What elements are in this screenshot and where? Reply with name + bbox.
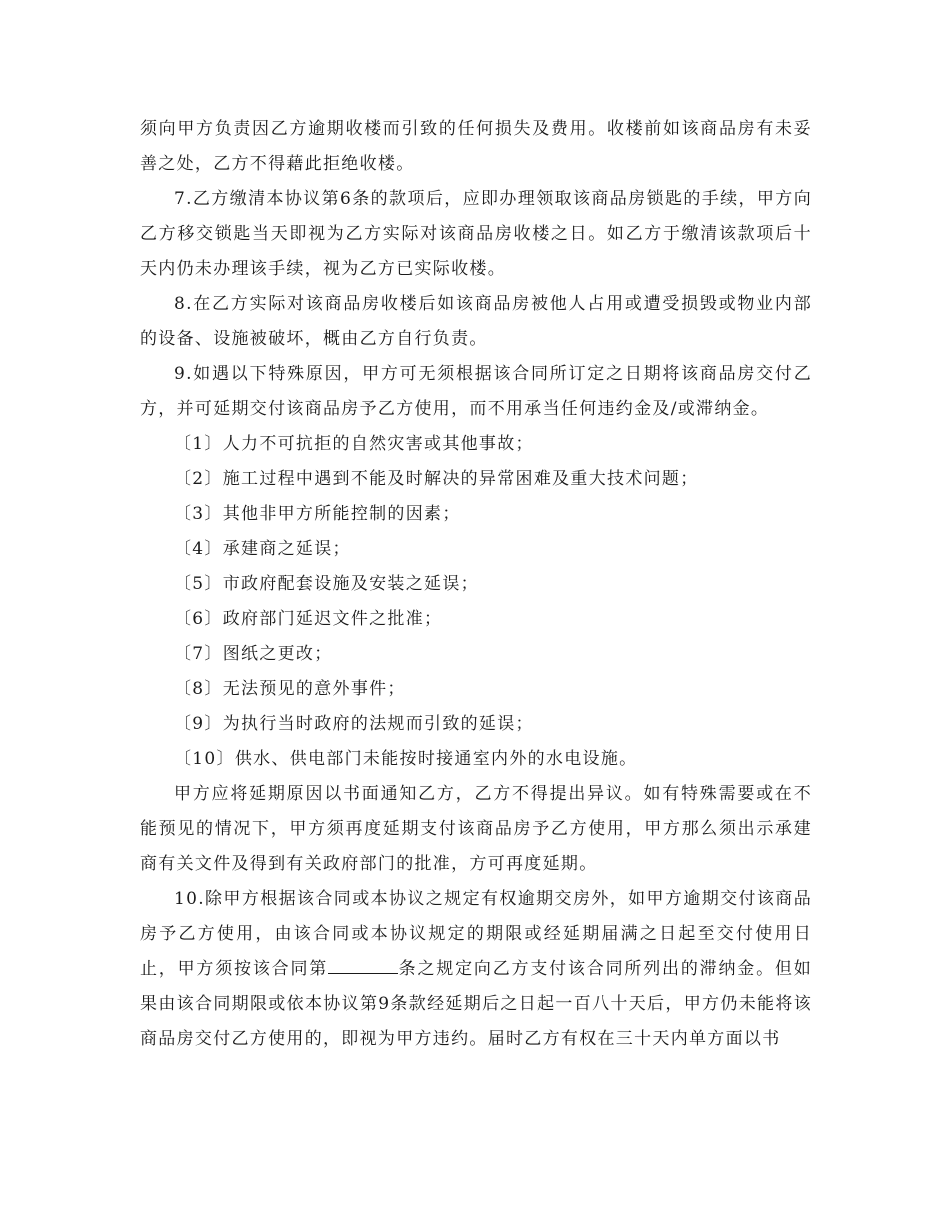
paragraph-10 xyxy=(140,882,812,1057)
list-item-10: 〔10〕供水、供电部门未能按时接通室内外的水电设施。 xyxy=(174,749,638,769)
list-item-8: 〔8〕无法预见的意外事件； xyxy=(174,679,406,699)
paragraph-8: 8.在乙方实际对该商品房收楼后如该商品房被他人占用或遭受损毁或物业内部的设备、设施被破坏，概由乙方自行负责。 xyxy=(140,294,812,349)
list-item-2: 〔2〕施工过程中遇到不能及时解决的异常困难及重大技术问题； xyxy=(174,469,699,489)
paragraph-10-part2: 条之规定向乙方支付该合同所列出的滞纳金。但如果由该合同期限或依本协议第9条款经延期后之日起一百八十天后，甲方仍未能将该商品房交付乙方使用的，即视为甲方违约。届时乙方有权在三十天内单方面以书 xyxy=(140,959,812,1049)
fill-in-blank xyxy=(328,959,398,974)
paragraph-7: 7.乙方缴清本协议第6条的款项后，应即办理领取该商品房锁匙的手续，甲方向乙方移交锁匙当天即视为乙方实际对该商品房收楼之日。如乙方于缴清该款项后十天内仍未办理该手续，视为乙方已实际收楼。 xyxy=(140,189,812,279)
list-item-5: 〔5〕市政府配套设施及安装之延误； xyxy=(174,574,479,594)
paragraph-9: 9.如遇以下特殊原因，甲方可无须根据该合同所订定之日期将该商品房交付乙方，并可延期交付该商品房予乙方使用，而不用承当任何违约金及/或滞纳金。 xyxy=(140,364,812,419)
paragraph-delay-notice: 甲方应将延期原因以书面通知乙方，乙方不得提出异议。如有特殊需要或在不能预见的情况下，甲方须再度延期支付该商品房予乙方使用，甲方那么须出示承建商有关文件及得到有关政府部门的批准，方可再度延期。 xyxy=(140,784,812,874)
list-item-4: 〔4〕承建商之延误； xyxy=(174,539,351,559)
list-item-1: 〔1〕人力不可抗拒的自然灾害或其他事故； xyxy=(174,434,534,454)
list-item-3: 〔3〕其他非甲方所能控制的因素； xyxy=(174,504,461,524)
list-item-7: 〔7〕图纸之更改； xyxy=(174,644,333,664)
list-item-9: 〔9〕为执行当时政府的法规而引致的延误； xyxy=(174,714,534,734)
document-body xyxy=(140,112,812,1057)
paragraph-continuation: 须向甲方负责因乙方逾期收楼而引致的任何损失及费用。收楼前如该商品房有未妥善之处，乙方不得藉此拒绝收楼。 xyxy=(140,119,812,174)
paragraph-10-part1: 10.除甲方根据该合同或本协议之规定有权逾期交房外，如甲方逾期交付该商品房予乙方使用，由该合同或本协议规定的期限或经延期届满之日起至交付使用日止，甲方须按该合同第 xyxy=(140,889,812,979)
list-item-6: 〔6〕政府部门延迟文件之批准； xyxy=(174,609,443,629)
